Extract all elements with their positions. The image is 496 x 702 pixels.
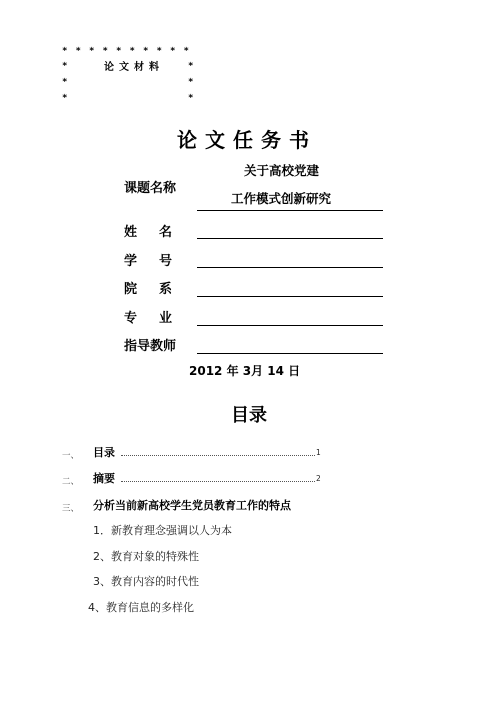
- page-title: 论文任务书: [177, 128, 317, 152]
- toc-entry-label[interactable]: 分析当前新高校学生党员教育工作的特点: [93, 499, 291, 512]
- topic-line-1: 关于高校党建: [244, 163, 320, 178]
- star-icon: ⁎: [62, 59, 68, 69]
- toc-sub-item: 1．新教育理念强调以人为本: [93, 524, 232, 537]
- toc-entry-number: 一、: [62, 451, 80, 461]
- topic-underline: [197, 210, 383, 211]
- advisor-label: 指导教师: [124, 339, 177, 354]
- star-icon: ⁎: [183, 44, 189, 54]
- toc-leader: [121, 481, 315, 482]
- star-icon: ⁎: [143, 44, 149, 54]
- toc-entry-number: 三、: [62, 504, 80, 514]
- toc-entry-page: 1: [316, 448, 321, 457]
- star-icon: ⁎: [102, 44, 108, 54]
- star-border-top: [58, 43, 193, 55]
- toc-entry-label[interactable]: 摘要: [93, 472, 115, 485]
- department-label: 院系: [124, 282, 195, 297]
- toc-sub-item: 4、教育信息的多样化: [88, 601, 194, 614]
- star-icon: ⁎: [156, 44, 162, 54]
- star-icon: ⁎: [62, 44, 68, 54]
- star-icon: ⁎: [129, 44, 135, 54]
- toc-sub-item: 2、教育对象的特殊性: [93, 550, 199, 563]
- student-id-label: 学号: [124, 254, 195, 269]
- star-icon: ⁎: [62, 75, 68, 85]
- major-underline: [197, 325, 383, 326]
- toc-title: 目录: [231, 405, 267, 426]
- star-icon: ⁎: [170, 44, 176, 54]
- student-id-underline: [197, 267, 383, 268]
- star-icon: ⁎: [188, 59, 194, 69]
- major-label: 专业: [124, 311, 195, 326]
- name-label: 姓名: [124, 225, 195, 240]
- topic-label: 课题名称: [124, 181, 177, 196]
- star-icon: ⁎: [188, 75, 194, 85]
- toc-entry-page: 2: [316, 474, 321, 483]
- name-underline: [197, 238, 383, 239]
- toc-entry-number: 二、: [62, 477, 80, 487]
- star-icon: ⁎: [62, 91, 68, 101]
- department-underline: [197, 296, 383, 297]
- toc-leader: [121, 455, 315, 456]
- star-icon: ⁎: [116, 44, 122, 54]
- material-label: 论文材料: [104, 62, 164, 73]
- toc-sub-item: 3、教育内容的时代性: [93, 575, 199, 588]
- star-icon: ⁎: [188, 91, 194, 101]
- star-icon: ⁎: [75, 44, 81, 54]
- toc-entry-label[interactable]: 目录: [93, 446, 115, 459]
- star-icon: ⁎: [89, 44, 95, 54]
- advisor-underline: [197, 353, 383, 354]
- topic-line-2: 工作模式创新研究: [231, 191, 332, 206]
- date: 2012 年 3月 14 日: [189, 364, 301, 378]
